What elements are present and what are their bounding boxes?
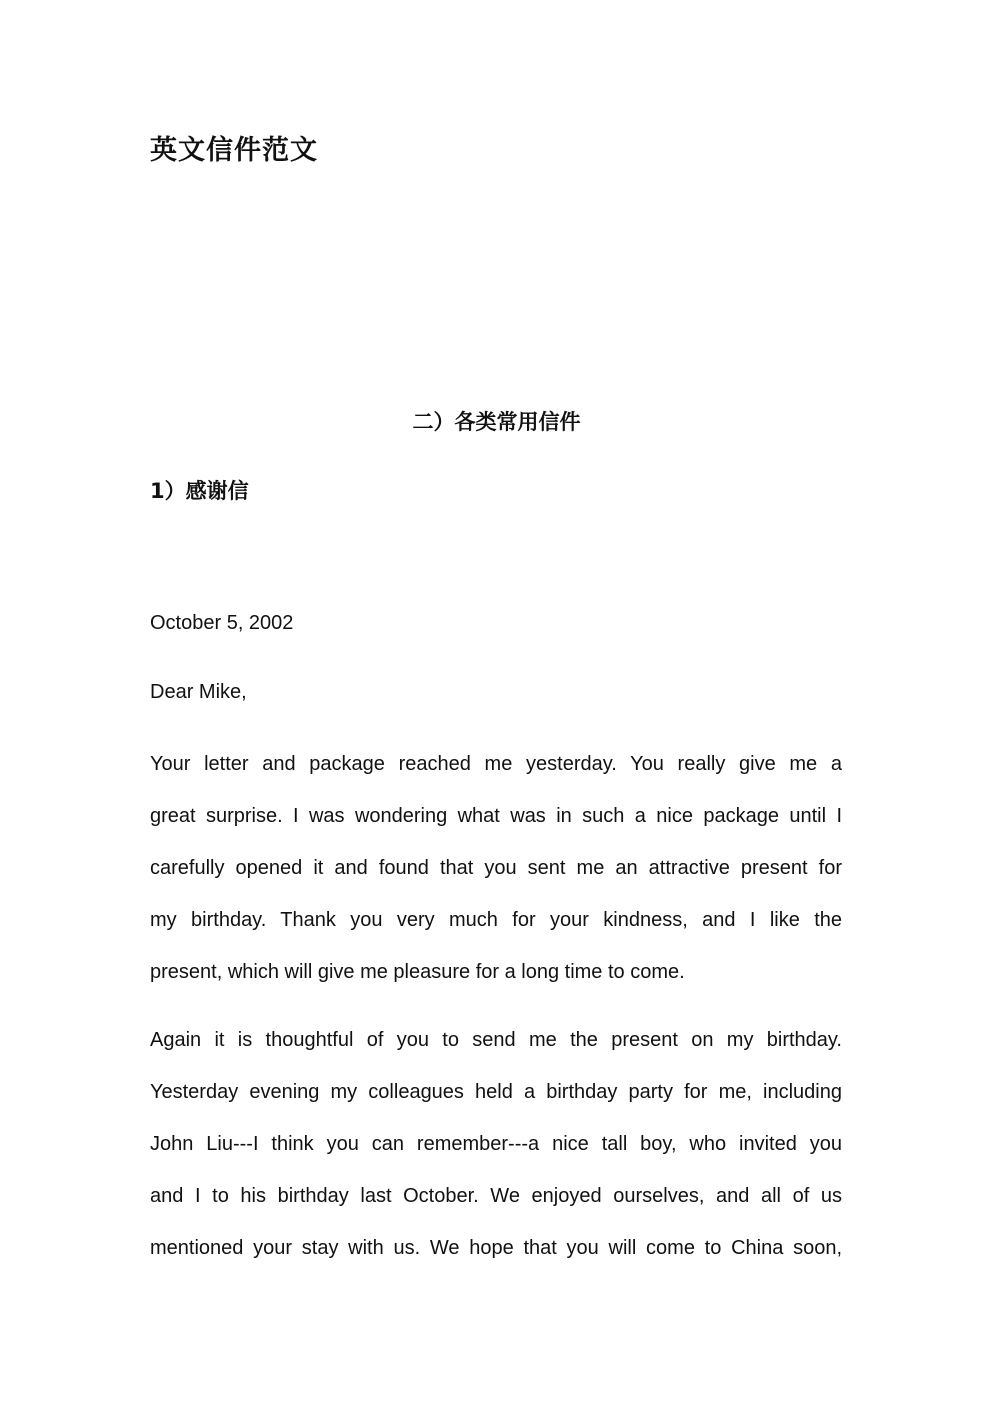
paragraph-line: mentioned your stay with us. We hope that you will come to China soon, [150,1237,842,1259]
letter-paragraph-2 [150,1014,842,1274]
letter-date: October 5, 2002 [150,612,294,634]
paragraph-line: and I to his birthday last October. We enjoyed ourselves, and all of us [150,1185,842,1207]
letter-salutation: Dear Mike, [150,681,247,703]
paragraph-line: Again it is thoughtful of you to send me the present on my birthday. [150,1029,842,1051]
paragraph-line: present, which will give me pleasure for a long time to come. [150,961,685,983]
section-heading: 二）各类常用信件 [412,410,581,434]
paragraph-line: carefully opened it and found that you sent me an attractive present for [150,857,842,879]
letter-paragraph-1 [150,738,842,998]
paragraph-line: my birthday. Thank you very much for your kindness, and I like the [150,909,842,931]
paragraph-line: great surprise. I was wondering what was in such a nice package until I [150,805,842,827]
subsection-heading: 1）感谢信 [150,479,249,503]
document-title: 英文信件范文 [150,135,318,166]
paragraph-line: John Liu---I think you can remember---a nice tall boy, who invited you [150,1133,842,1155]
paragraph-line: Your letter and package reached me yesterday. You really give me a [150,753,842,775]
paragraph-line: Yesterday evening my colleagues held a birthday party for me, including [150,1081,842,1103]
